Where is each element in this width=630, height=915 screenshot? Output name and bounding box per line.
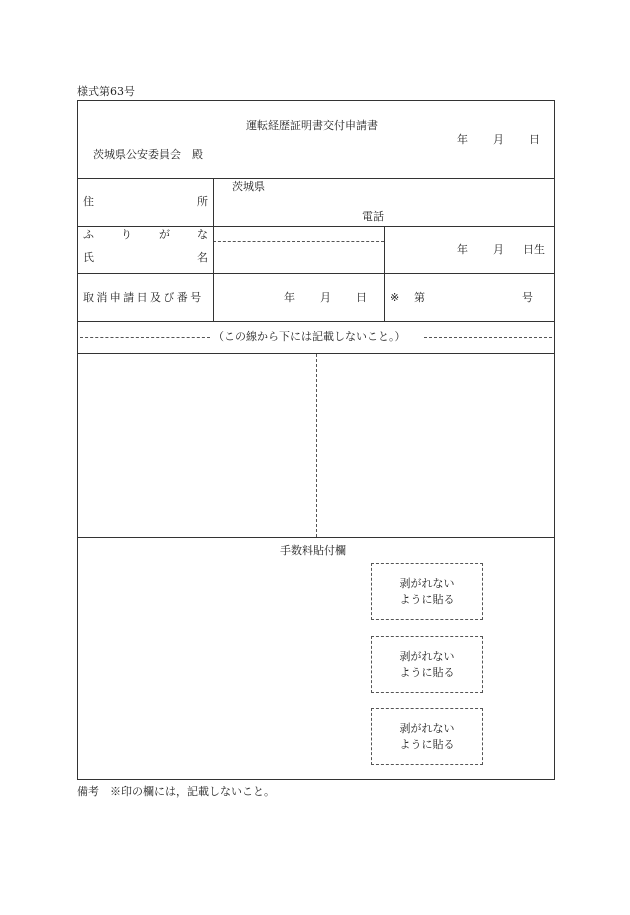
rule-cancel-bottom [77, 321, 555, 322]
cancel-number-prefix: 第 [414, 291, 425, 304]
furigana-char-3: が [159, 228, 170, 241]
address-label-left: 住 [83, 195, 94, 208]
furigana-char-4: な [197, 228, 208, 241]
fee-stamp-box-3 [371, 708, 483, 765]
divider-dash-left [80, 337, 210, 338]
phone-label: 電話 [362, 210, 384, 223]
addressee: 茨城県公安委員会 殿 [93, 148, 203, 161]
fee-stamp-1-line1: 剥がれない [399, 576, 455, 590]
cancel-label: 取消申請日及び番号 [83, 291, 204, 304]
header-year-label: 年 [457, 133, 468, 146]
divider-note: （この線から下には記載しないこと。） [213, 330, 406, 343]
address-prefecture: 茨城県 [232, 180, 265, 193]
rule-furigana-dashed [213, 241, 384, 242]
fee-section-title: 手数料貼付欄 [280, 544, 346, 557]
header-month-label: 月 [493, 133, 504, 146]
birth-day-label: 日生 [523, 243, 545, 256]
birth-month-label: 月 [493, 243, 504, 256]
fee-stamp-3-line2: ように貼る [399, 737, 455, 751]
header-day-label: 日 [529, 133, 540, 146]
form-number: 様式第63号 [77, 85, 135, 98]
cancel-day-label: 日 [356, 291, 367, 304]
rule-name-bottom [77, 273, 555, 274]
fee-stamp-box-2 [371, 636, 483, 693]
furigana-char-1: ふ [83, 228, 94, 241]
fee-stamp-box-1 [371, 563, 483, 620]
address-label-right: 所 [197, 195, 208, 208]
divider-dash-right [424, 337, 552, 338]
rule-header-bottom [77, 178, 555, 179]
footnote: 備考 ※印の欄には，記載しないこと。 [77, 785, 275, 798]
birth-year-label: 年 [457, 243, 468, 256]
name-label-right: 名 [197, 251, 208, 264]
fee-stamp-2-line1: 剥がれない [399, 649, 455, 663]
form-title: 運転経歴証明書交付申請書 [246, 119, 378, 132]
cancel-month-label: 月 [320, 291, 331, 304]
rule-fee-top [77, 537, 555, 538]
rule-photo-split-dashed [316, 354, 317, 537]
cancel-mark: ※ [390, 291, 400, 304]
fee-stamp-3-line1: 剥がれない [399, 721, 455, 735]
fee-stamp-2-line2: ように貼る [399, 665, 455, 679]
rule-address-bottom [77, 226, 555, 227]
rule-label-column [213, 178, 214, 321]
fee-stamp-1-line2: ように貼る [399, 592, 455, 606]
rule-birth-column [384, 226, 385, 321]
cancel-year-label: 年 [284, 291, 295, 304]
cancel-number-suffix: 号 [522, 291, 533, 304]
furigana-char-2: り [121, 228, 132, 241]
name-label-left: 氏 [83, 251, 94, 264]
